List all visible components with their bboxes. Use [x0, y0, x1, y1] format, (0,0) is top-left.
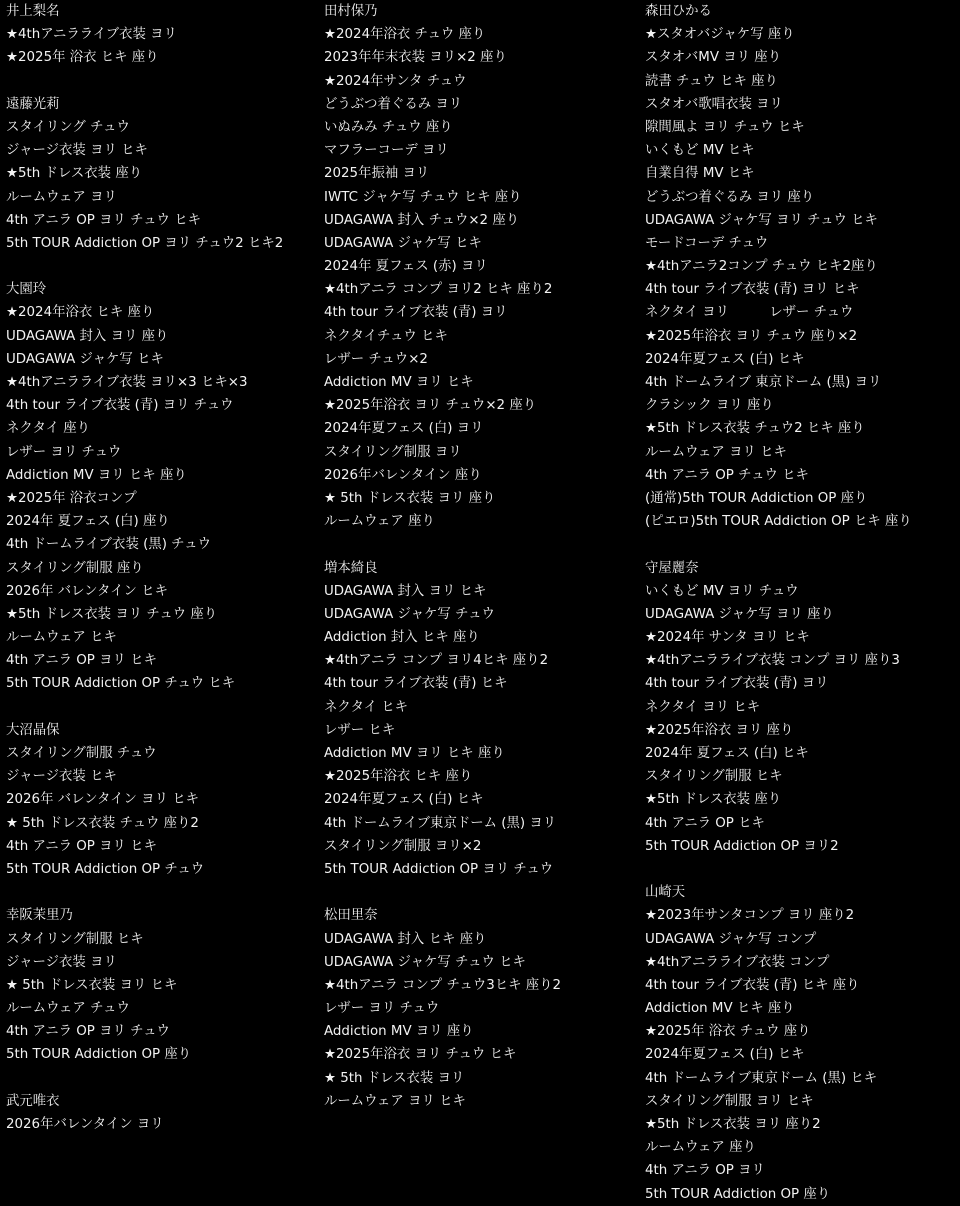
list-item: ルームウェア チュウ	[6, 1001, 130, 1017]
list-item: 4th アニラ OP チュウ ヒキ	[645, 467, 809, 483]
list-item: 4th tour ライブ衣装 (青) ヒキ 座り	[645, 977, 860, 993]
spacer	[6, 881, 316, 904]
list-item: 4th tour ライブ衣装 (青) ヒキ	[324, 676, 508, 692]
list-item: ★4thアニラライブ衣装 ヨリ×3 ヒキ×3	[6, 375, 248, 390]
member-name: 増本綺良	[324, 560, 378, 576]
list-item: UDAGAWA ジャケ写 コンプ	[645, 931, 817, 947]
list-item: 4th アニラ OP ヨリ	[645, 1163, 765, 1179]
column-left	[6, 0, 316, 1136]
list-item: スタイリング制服 ヒキ	[645, 769, 783, 785]
list-item: 4th アニラ OP ヨリ ヒキ	[6, 838, 157, 854]
list-item: ★4thアニラライブ衣装 コンプ ヨリ 座り3	[645, 653, 900, 669]
list-item: Addiction MV ヨリ 座り	[324, 1024, 474, 1040]
member-name: 武元唯衣	[6, 1093, 60, 1109]
list-item: 2026年バレンタイン 座り	[324, 467, 482, 483]
list-item: スタイリング制服 チュウ	[6, 746, 157, 761]
member-name: 守屋麗奈	[645, 560, 699, 576]
list-item: (ピエロ)5th TOUR Addiction OP ヒキ 座り	[645, 514, 912, 530]
list-item: 4th ドームライブ東京ドーム (黒) ヨリ	[324, 815, 557, 831]
list-item: 4th tour ライブ衣装 (青) ヨリ	[324, 305, 508, 321]
list-item: UDAGAWA 封入 ヒキ 座り	[324, 931, 487, 947]
member-name: 田村保乃	[324, 4, 378, 19]
spacer	[6, 696, 316, 719]
spacer	[645, 858, 957, 881]
list-item: ★2025年浴衣 ヨリ 座り	[645, 722, 794, 738]
list-item: Addiction MV ヨリ ヒキ 座り	[6, 467, 187, 483]
list-item: 5th TOUR Addiction OP 座り	[6, 1047, 192, 1063]
list-item: ★2025年 浴衣コンプ	[6, 490, 137, 506]
list-item: ★4thアニラ コンプ ヨリ4ヒキ 座り2	[324, 653, 549, 669]
list-item: 2024年夏フェス (白) ヒキ	[645, 1047, 805, 1063]
list-item: ★2024年浴衣 ヒキ 座り	[6, 305, 155, 321]
list-item: 4th ドームライブ東京ドーム (黒) ヒキ	[645, 1070, 878, 1086]
list-item: ルームウェア ヒキ	[6, 630, 117, 646]
list-item: ★5th ドレス衣装 座り	[6, 166, 143, 182]
list-item: ★4thアニラ2コンプ チュウ ヒキ2座り	[645, 259, 878, 275]
list-item: 2023年年末衣装 ヨリ×2 座り	[324, 50, 507, 66]
list-item: 5th TOUR Addiction OP ヨリ チュウ2 ヒキ2	[6, 235, 284, 251]
list-item: UDAGAWA 封入 ヨリ ヒキ	[324, 583, 487, 599]
list-item: 2024年 夏フェス (白) ヒキ	[645, 746, 809, 761]
list-item: マフラーコーデ ヨリ	[324, 143, 449, 159]
list-item: 2024年 夏フェス (赤) ヨリ	[324, 259, 488, 275]
list-item: スタイリング制服 ヒキ	[6, 931, 144, 947]
list-item: UDAGAWA ジャケ写 ヨリ 座り	[645, 606, 834, 622]
list-item: 2024年夏フェス (白) ヒキ	[645, 351, 805, 367]
list-item: 5th TOUR Addiction OP チュウ	[6, 861, 205, 877]
list-item: 4th ドームライブ 東京ドーム (黒) ヨリ	[645, 375, 882, 390]
list-item: スタイリング チュウ	[6, 119, 130, 135]
list-item: レザー チュウ×2	[324, 351, 428, 367]
list-item: 5th TOUR Addiction OP ヨリ2	[645, 838, 839, 854]
list-item: 2024年夏フェス (白) ヨリ	[324, 421, 484, 437]
list-item: ルームウェア 座り	[324, 514, 435, 530]
list-item: ★4thアニラ コンプ チュウ3ヒキ 座り2	[324, 977, 562, 993]
list-item: 自業自得 MV ヒキ	[645, 166, 755, 182]
member-name: 遠藤光莉	[6, 96, 60, 112]
list-item: いくもど MV ヒキ	[645, 143, 755, 159]
list-item: スタイリング制服 ヨリ	[324, 444, 462, 460]
list-item: UDAGAWA ジャケ写 ヨリ チュウ ヒキ	[645, 212, 878, 228]
list-item: 5th TOUR Addiction OP 座り	[645, 1186, 831, 1202]
list-item: 2026年 バレンタイン ヨリ ヒキ	[6, 792, 200, 808]
list-item: UDAGAWA ジャケ写 チュウ	[324, 606, 495, 622]
list-item: 4th アニラ OP ヨリ ヒキ	[6, 653, 157, 669]
list-item: 隙間風よ ヨリ チュウ ヒキ	[645, 119, 805, 135]
member-name: 松田里奈	[324, 908, 378, 924]
list-item: Addiction MV ヨリ ヒキ	[324, 375, 474, 390]
member-name: 山崎天	[645, 885, 686, 901]
column-right	[645, 0, 957, 1206]
list-item: 5th TOUR Addiction OP ヨリ チュウ	[324, 861, 554, 877]
list-item: 2024年夏フェス (白) ヒキ	[324, 792, 484, 808]
member-name: 大園玲	[6, 282, 47, 298]
list-item: ★ 5th ドレス衣装 チュウ 座り2	[6, 815, 199, 831]
list-item: ★5th ドレス衣装 ヨリ チュウ 座り	[6, 606, 218, 622]
list-item: スタオバ歌唱衣装 ヨリ	[645, 96, 783, 112]
list-item: レザー ヨリ チュウ	[324, 1001, 440, 1017]
list-item: ★5th ドレス衣装 座り	[645, 792, 782, 808]
list-item: 4th アニラ OP ヨリ チュウ	[6, 1024, 170, 1040]
list-item: (通常)5th TOUR Addiction OP 座り	[645, 490, 868, 506]
list-item: ★2025年 浴衣 チュウ 座り	[645, 1024, 811, 1040]
list-item: 読書 チュウ ヒキ 座り	[645, 73, 778, 89]
list-item: いくもど MV ヨリ チュウ	[645, 583, 799, 599]
list-item: ★2025年浴衣 ヒキ 座り	[324, 769, 473, 785]
list-item: ★5th ドレス衣装 チュウ2 ヒキ 座り	[645, 421, 865, 437]
list-item: ★2025年浴衣 ヨリ チュウ×2 座り	[324, 398, 537, 414]
member-name: 大沼晶保	[6, 722, 60, 738]
list-item: 4th ドームライブ衣装 (黒) チュウ	[6, 537, 211, 553]
list-item: ★ 5th ドレス衣装 ヨリ ヒキ	[6, 977, 178, 993]
list-item: Addiction 封入 ヒキ 座り	[324, 630, 480, 646]
list-item: ★4thアニラライブ衣装 ヨリ	[6, 27, 177, 43]
list-item: ネクタイ ヒキ	[324, 699, 409, 715]
spacer	[6, 255, 316, 278]
list-item: UDAGAWA 封入 チュウ×2 座り	[324, 212, 520, 228]
list-item: Addiction MV ヒキ 座り	[645, 1001, 795, 1017]
member-name: 井上梨名	[6, 4, 60, 19]
list-item: ネクタイ ヨリ レザー チュウ	[645, 305, 854, 321]
list-item: ★2024年サンタ チュウ	[324, 73, 467, 89]
list-item: ネクタイ 座り	[6, 421, 91, 437]
list-item: どうぶつ着ぐるみ ヨリ 座り	[645, 189, 815, 205]
list-item: IWTC ジャケ写 チュウ ヒキ 座り	[324, 189, 522, 205]
list-item: 4th アニラ OP ヨリ チュウ ヒキ	[6, 212, 201, 228]
list-item: ★2025年浴衣 ヨリ チュウ ヒキ	[324, 1047, 517, 1063]
list-item: レザー ヒキ	[324, 722, 396, 738]
spacer	[324, 881, 640, 904]
list-item: ネクタイチュウ ヒキ	[324, 328, 448, 344]
list-item: ★ 5th ドレス衣装 ヨリ 座り	[324, 490, 496, 506]
list-item: ルームウェア ヨリ ヒキ	[324, 1093, 466, 1109]
list-item: ルームウェア ヨリ	[6, 189, 117, 205]
list-item: ★5th ドレス衣装 ヨリ 座り2	[645, 1117, 821, 1132]
list-item: ★2024年浴衣 チュウ 座り	[324, 27, 486, 43]
list-item: レザー ヨリ チュウ	[6, 444, 122, 460]
list-item: 4th tour ライブ衣装 (青) ヨリ	[645, 676, 829, 692]
list-item: ★2025年浴衣 ヨリ チュウ 座り×2	[645, 328, 858, 344]
list-item: ネクタイ ヨリ ヒキ	[645, 699, 761, 715]
list-item: ★2025年 浴衣 ヒキ 座り	[6, 50, 159, 66]
list-item: ジャージ衣装 ヨリ	[6, 954, 117, 970]
list-item: 4th tour ライブ衣装 (青) ヨリ チュウ	[6, 398, 234, 414]
list-item: スタイリング制服 座り	[6, 560, 144, 576]
list-item: ★2024年 サンタ ヨリ ヒキ	[645, 630, 810, 646]
member-name: 森田ひかる	[645, 4, 712, 19]
list-item: ルームウェア ヨリ ヒキ	[645, 444, 787, 460]
list-item: 2026年 バレンタイン ヒキ	[6, 583, 168, 599]
list-item: 2025年振袖 ヨリ	[324, 166, 430, 182]
spacer	[6, 70, 316, 93]
spacer	[6, 1067, 316, 1090]
list-item: UDAGAWA 封入 ヨリ 座り	[6, 328, 169, 344]
list-item: ★4thアニラライブ衣装 コンプ	[645, 954, 830, 970]
list-item: どうぶつ着ぐるみ ヨリ	[324, 96, 463, 112]
list-item: いぬみみ チュウ 座り	[324, 119, 453, 135]
list-item: モードコーデ チュウ	[645, 235, 769, 251]
list-item: ★ 5th ドレス衣装 ヨリ	[324, 1070, 465, 1086]
list-item: スタイリング制服 ヨリ×2	[324, 838, 482, 854]
list-item: UDAGAWA ジャケ写 ヒキ	[324, 235, 482, 251]
list-item: UDAGAWA ジャケ写 ヒキ	[6, 351, 164, 367]
list-item: 2026年バレンタイン ヨリ	[6, 1117, 164, 1132]
list-item: UDAGAWA ジャケ写 チュウ ヒキ	[324, 954, 526, 970]
list-item: ★2023年サンタコンプ ヨリ 座り2	[645, 908, 855, 924]
list-item: スタオバMV ヨリ 座り	[645, 50, 782, 66]
list-item: クラシック ヨリ 座り	[645, 398, 774, 414]
spacer	[324, 533, 640, 556]
column-middle	[324, 0, 640, 1113]
spacer	[645, 533, 957, 556]
list-item: ジャージ衣装 ヒキ	[6, 769, 117, 785]
list-item: ジャージ衣装 ヨリ ヒキ	[6, 143, 148, 159]
list-item: 4th tour ライブ衣装 (青) ヨリ ヒキ	[645, 282, 860, 298]
list-item: ルームウェア 座り	[645, 1140, 756, 1156]
list-item: スタイリング制服 ヨリ ヒキ	[645, 1093, 814, 1109]
list-item: ★スタオバジャケ写 座り	[645, 27, 795, 43]
list-item: ★4thアニラ コンプ ヨリ2 ヒキ 座り2	[324, 282, 553, 298]
list-item: Addiction MV ヨリ ヒキ 座り	[324, 746, 505, 761]
member-name: 幸阪茉里乃	[6, 908, 73, 924]
list-item: 2024年 夏フェス (白) 座り	[6, 514, 170, 530]
list-item: 5th TOUR Addiction OP チュウ ヒキ	[6, 676, 236, 692]
list-item: 4th アニラ OP ヒキ	[645, 815, 765, 831]
